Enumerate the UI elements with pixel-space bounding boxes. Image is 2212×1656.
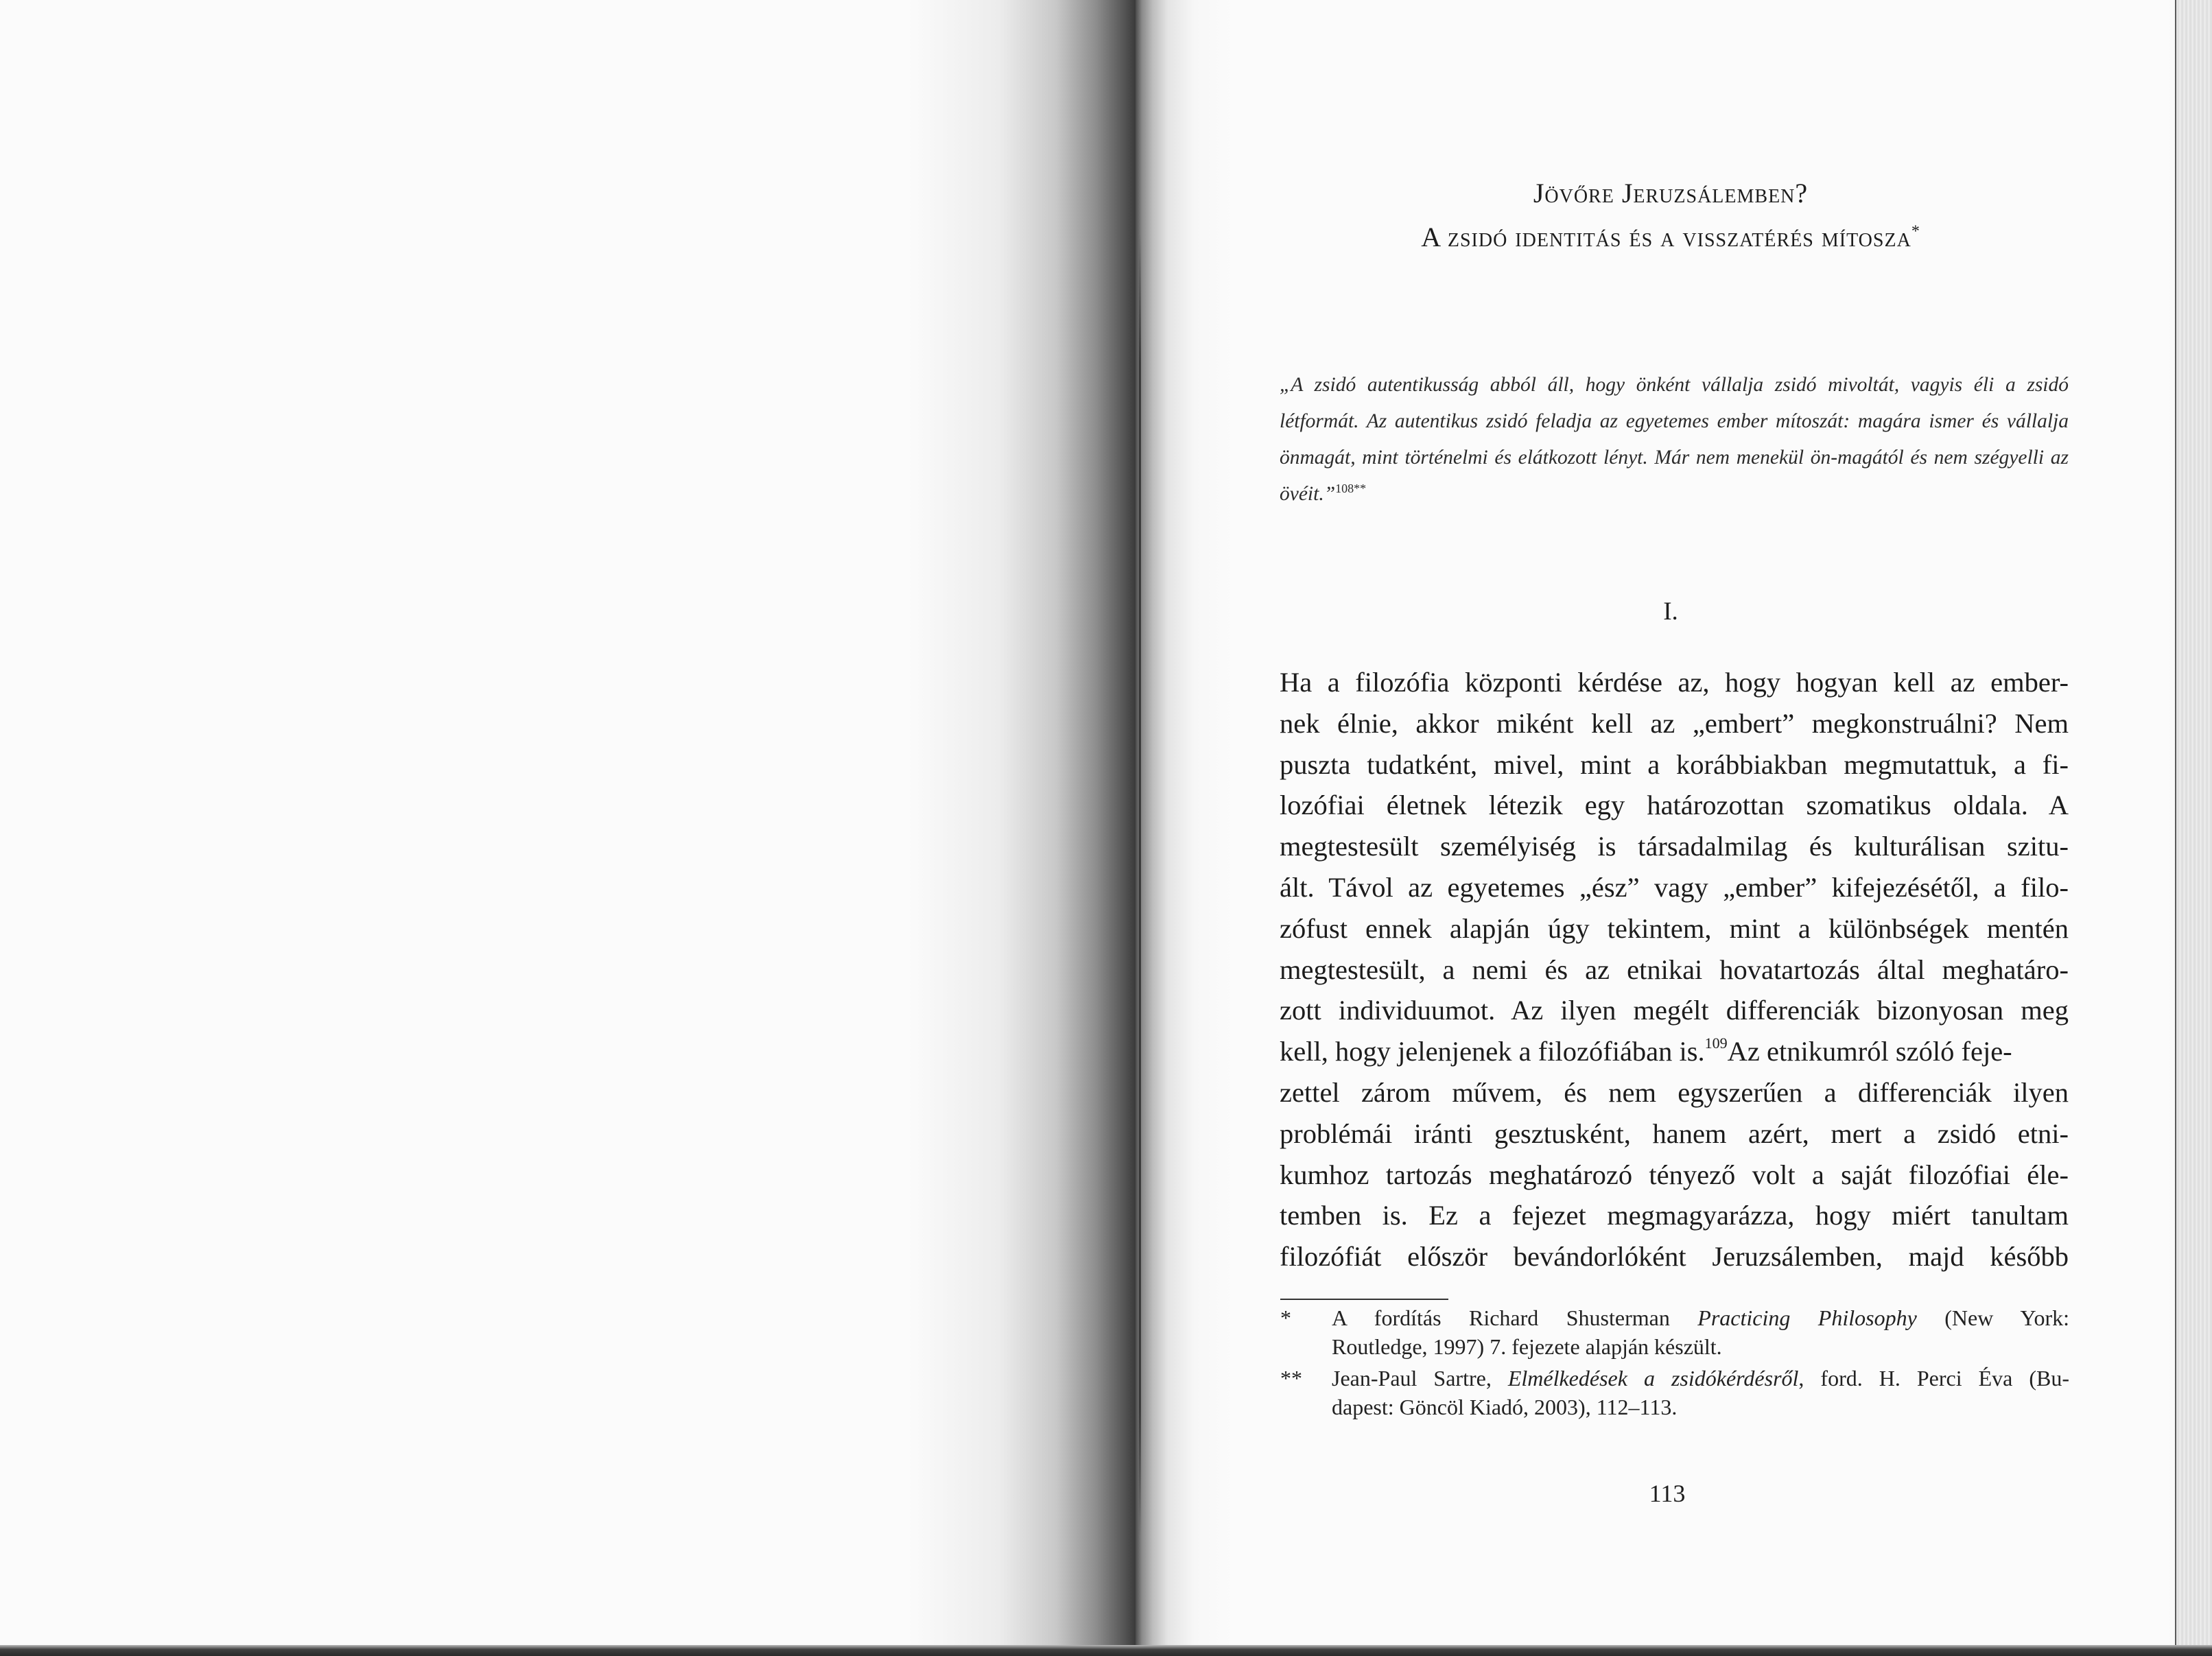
footnote-line: Routledge, 1997) 7. fejezete alapján készült. (1332, 1334, 1722, 1359)
body-line: kumhoz tartozás meghatározó tényező volt a saját filozófiai éle- (1280, 1159, 2069, 1190)
footnote-rule (1280, 1299, 1448, 1300)
page-number: 113 (1649, 1480, 1686, 1507)
footnote-book-title: Elmélkedések a zsidókérdésről (1507, 1366, 1799, 1391)
title-footnote-mark: * (1911, 222, 1920, 241)
scan-bottom-edge (0, 1645, 2212, 1656)
body-line: zettel zárom művem, és nem egyszerűen a differenciák ilyen (1280, 1076, 2069, 1108)
footnote-text: , ford. H. Perci Éva (Bu- (1798, 1366, 2070, 1391)
epigraph (1280, 367, 2069, 512)
body-line: temben is. Ez a fejezet megmagyarázza, hogy miért tanultam (1280, 1200, 2069, 1231)
footnote-line: dapest: Göncöl Kiadó, 2003), 112–113. (1332, 1395, 1678, 1419)
chapter-title-text-1: Jövőre Jeruzsálemben? (1533, 178, 1809, 209)
footnote-body (1332, 1303, 2069, 1361)
footnote-text: A fordítás Richard Shusterman (1332, 1305, 1698, 1330)
body-line: megtestesült személyiség is társadalmilag és kulturálisan szitu- (1280, 831, 2069, 862)
body-line: megtestesült, a nemi és az etnikai hovatartozás által meghatáro- (1280, 954, 2069, 985)
chapter-title-line-1 (1293, 177, 2048, 209)
body-line: zott individuumot. Az ilyen megélt differenciák bizonyosan meg (1280, 995, 2069, 1026)
epigraph-text: „A zsidó autentikusság abból áll, hogy önként vállalja zsidó mivoltát, vagyis éli a zsidó létformát. Az autentikus zsidó feladja az egyetemes ember mítoszát: magára ismer és vállalja önmagát, mint történelmi és elátkozott lényt. Már nem menekül ön-magától és nem szégyelli az övéit.” (1280, 374, 2069, 505)
epigraph-footnote-ref: 108** (1335, 482, 1367, 496)
page-edges (2175, 0, 2212, 1652)
body-text (1280, 662, 2069, 1277)
body-line-part: Az etnikumról szóló feje- (1727, 1036, 2012, 1067)
body-line: ált. Távol az egyetemes „ész” vagy „ember” kifejezésétől, a filo- (1280, 871, 2069, 903)
footnote-line (1332, 1303, 2069, 1332)
body-line: nek élnie, akkor miként kell az „embert” megkonstruálni? Nem (1280, 707, 2069, 739)
footnote-mark: * (1280, 1305, 1291, 1330)
footnote-mark: ** (1280, 1366, 1302, 1391)
body-line: problémái iránti gesztusként, hanem azért, mert a zsidó etni- (1280, 1117, 2069, 1149)
chapter-title-text-2: A zsidó identitás és a visszatérés mítosza (1421, 222, 1911, 252)
footnote-body (1332, 1364, 2069, 1421)
body-line-with-ref (1280, 1031, 2069, 1072)
binding-shadow (1139, 233, 1141, 1537)
footnote-ref-109: 109 (1704, 1034, 1728, 1052)
body-line: Ha a filozófia központi kérdése az, hogy hogyan kell az ember- (1280, 667, 2069, 698)
footnote-book-title: Practicing Philosophy (1697, 1305, 1917, 1330)
body-line-part: kell, hogy jelenjenek a filozófiában is. (1280, 1036, 1705, 1067)
section-number: I. (1663, 598, 1678, 626)
footnote-text: Jean-Paul Sartre, (1332, 1366, 1508, 1391)
footnote-text: (New York: (1916, 1305, 2070, 1330)
body-line: lozófiai életnek létezik egy határozottan szomatikus oldala. A (1280, 790, 2069, 821)
body-line: zófust ennek alapján úgy tekintem, mint a különbségek mentén (1280, 912, 2069, 944)
body-line: filozófiát először bevándorlóként Jeruzsálemben, majd később (1280, 1241, 2069, 1273)
footnote-line (1332, 1364, 2069, 1393)
chapter-title-line-2 (1293, 221, 2048, 253)
body-line: puszta tudatként, mivel, mint a korábbiakban megmutattuk, a fi- (1280, 748, 2069, 780)
